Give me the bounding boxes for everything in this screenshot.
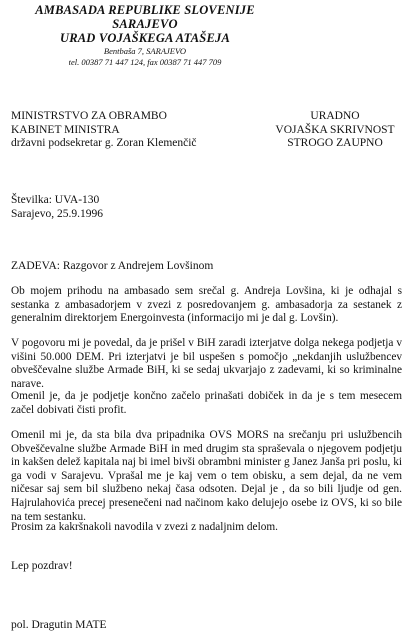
recipient-ministry: MINISTRSTVO ZA OBRAMBO [11, 110, 167, 122]
subject-line: ZADEVA: Razgovor z Andrejem Lovšinom [11, 260, 214, 272]
recipient-person: državni podsekretar g. Zoran Klemenčič [11, 137, 197, 149]
letterhead [0, 3, 290, 68]
body-paragraph-3: Omenil je, da je podjetje končno začelo prinašati dobiček in da je s tem mesecem začel dobivati čisti profit. [11, 390, 402, 416]
reference-block [11, 194, 103, 221]
classification-block [270, 110, 400, 151]
letterhead-office: URAD VOJAŠKEGA ATAŠEJA [60, 31, 230, 45]
reference-place-date: Sarajevo, 25.9.1996 [11, 207, 103, 220]
classification-official: URADNO [310, 110, 360, 122]
body-paragraph-4: Omenil mi je, da sta bila dva pripadnika OVS MORS na srečanju pri uslužbencih Obveščevalne službe Armade BiH in med drugim sta spraševala o njegovem podjetju in kakšen delež kapitala naj bi imel bivši obrambni minister g Janez Janša pri poslu, ki ga vodi v Sarajevu. Vprašal me je kaj vem o tem obisku, a sem dejal, da ne vem ničesar saj sem bil službeno nekaj časa odsoten. Dejal je , da so bili ljudje od gen. Hajrulahovića precej presenečeni nad načinom kako delujejo osebe iz OVS, ki so bile na tem sestanku. [11, 429, 402, 523]
letterhead-contact: tel. 00387 71 447 124, fax 00387 71 447 709 [68, 57, 222, 67]
classification-confidential: STROGO ZAUPNO [287, 137, 383, 149]
letterhead-address: Bentbaša 7, SARAJEVO [103, 46, 187, 56]
body-paragraph-1: Ob mojem prihodu na ambasado sem srečal g. Andreja Lovšina, ki je odhajal s sestanka z ambasadorjem v zvezi z posredovanjem g. ambasadorja za sestanek z generalnim direktorjem Energoinvesta (informacijo mi je dal g. Lovšin). [11, 285, 402, 325]
body-paragraph-5: Prosim za kakršnakoli navodila v zvezi z nadaljnim delom. [11, 521, 278, 533]
reference-number: Številka: UVA-130 [11, 194, 100, 206]
letterhead-embassy: AMBASADA REPUBLIKE SLOVENIJE [35, 3, 255, 17]
signature: pol. Dragutin MATE [11, 619, 107, 631]
letterhead-city: SARAJEVO [112, 17, 178, 31]
body-paragraph-2: V pogovoru mi je povedal, da je prišel v BiH zaradi izterjatve dolga nekega podjetja v višini 50.000 DEM. Pri izterjatvi je bil uspešen s pomočjo „nekdanjih uslužbencev obveščevalne službe Armade BiH, ki se sedaj ukvarjajo z zadevami, ki so kriminalne narave. [11, 337, 402, 390]
classification-secret: VOJAŠKA SKRIVNOST [275, 123, 395, 136]
recipient-block [11, 110, 261, 151]
closing-greeting: Lep pozdrav! [11, 560, 73, 572]
recipient-cabinet: KABINET MINISTRA [11, 123, 120, 136]
